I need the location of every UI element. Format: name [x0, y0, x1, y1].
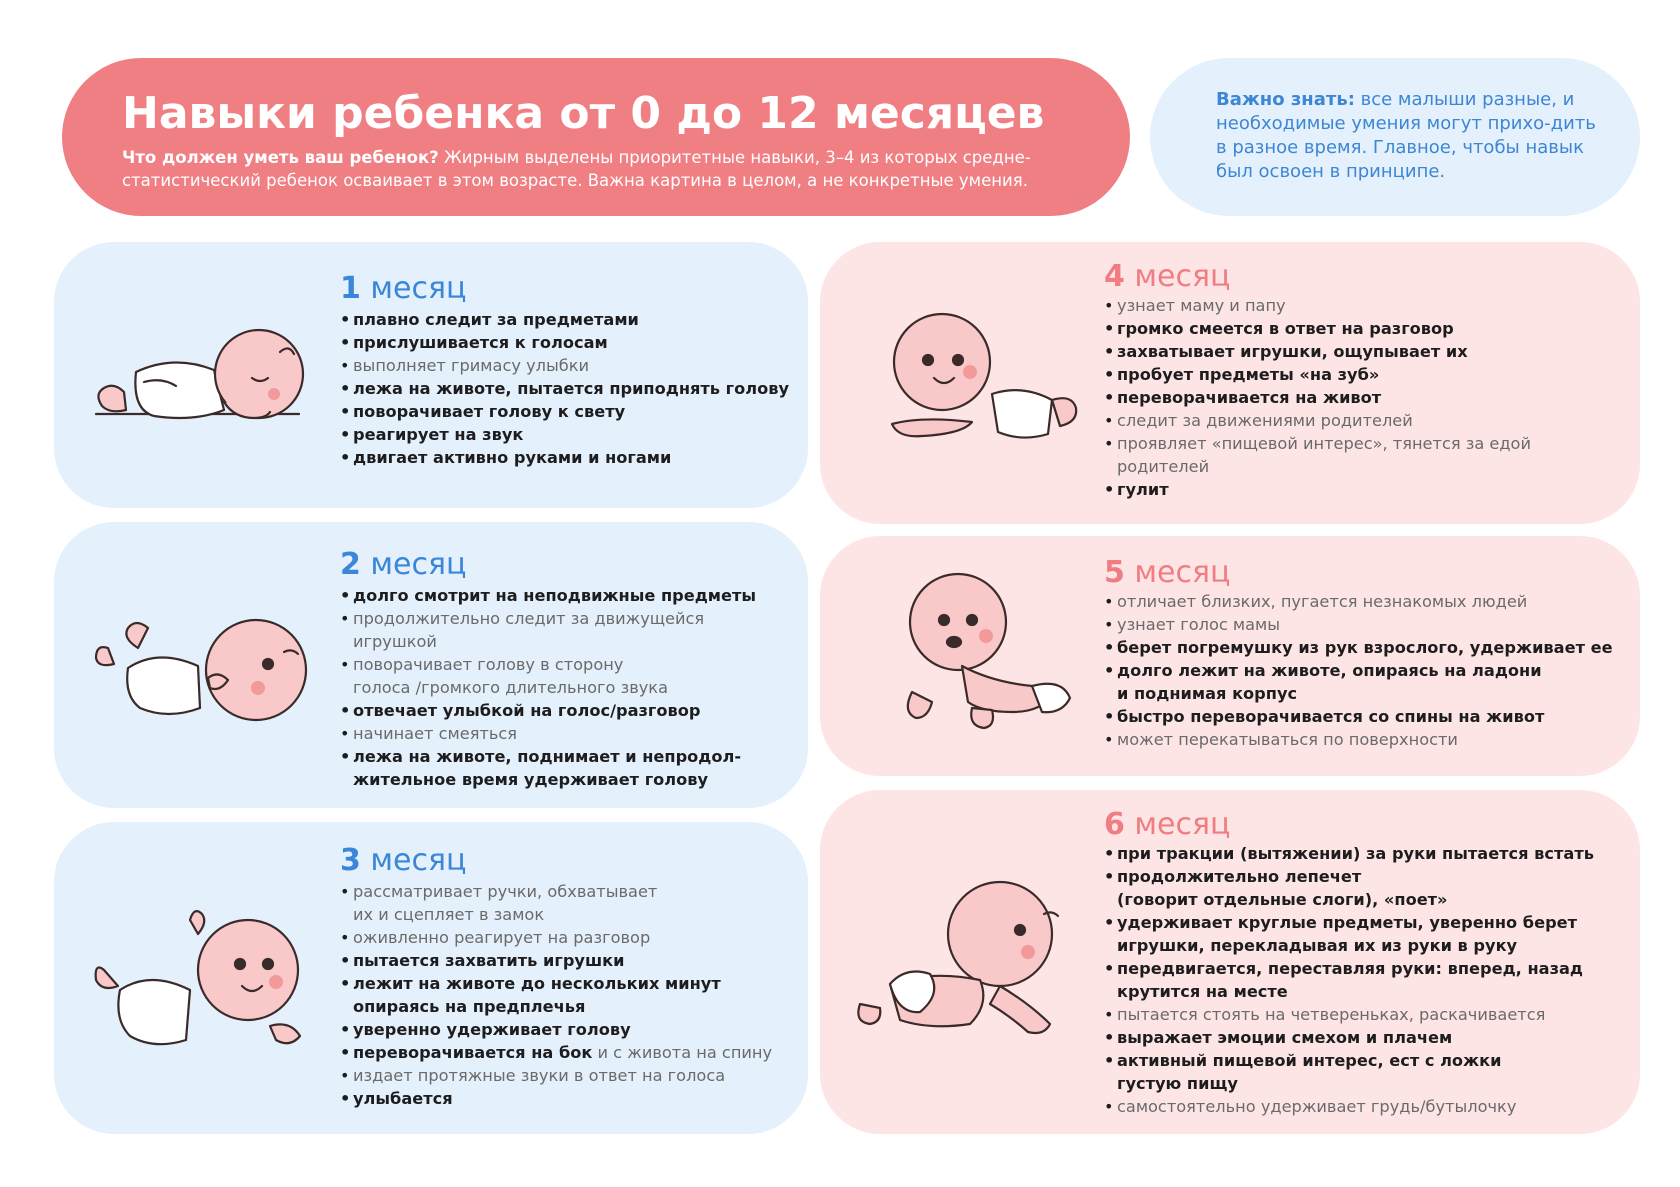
skill-text: поворачивает голову к свету	[353, 402, 626, 421]
note-text-block	[1216, 88, 1606, 184]
skill-text: узнает голос мамы	[1117, 615, 1281, 634]
skill-item	[340, 949, 772, 972]
month-card-4	[820, 242, 1640, 524]
skill-text: при тракции (вытяжении) за руки пытается встать	[1117, 844, 1594, 863]
page-title: Навыки ребенка от 0 до 12 месяцев	[122, 88, 1045, 139]
skill-item	[1104, 409, 1531, 432]
skill-text: громко смеется в ответ на разговор	[1117, 319, 1454, 338]
month-card-3	[54, 822, 808, 1134]
skill-item	[1104, 363, 1531, 386]
skill-item	[340, 699, 756, 722]
skill-text: быстро переворачивается со спины на живот	[1117, 707, 1545, 726]
skill-item	[340, 423, 789, 446]
skill-text: захватывает игрушки, ощупывает их	[1117, 342, 1468, 361]
baby-on-all-fours-illustration	[850, 874, 1080, 1054]
skill-text: удерживает круглые предметы, уверенно берет игрушки, перекладывая их из руки в руку	[1117, 913, 1578, 955]
skill-text: пытается захватить игрушки	[353, 951, 625, 970]
note-text: все малыши разные, и необходимые умения могут прихо-дить в разное время. Главное, чтобы навык был освоен в принципе.	[1216, 89, 1596, 182]
skills-list-5	[1104, 590, 1613, 751]
skill-item	[340, 1064, 772, 1087]
skills-list-3	[340, 880, 772, 1110]
subtitle-text: Жирным выделены приоритетные навыки, 3–4 из которых средне-статистический ребенок осваивает в этом возрасте. Важна картина в целом, а не конкретные умения.	[122, 148, 1031, 190]
skill-text: лежа на животе, поднимает и непродол- жительное время удерживает голову	[353, 747, 742, 789]
skill-item	[1104, 1049, 1594, 1095]
subtitle-bold: Что должен уметь ваш ребенок?	[122, 148, 439, 167]
skill-text: лежит на животе до нескольких минут опираясь на предплечья	[353, 974, 721, 1016]
skill-text: долго смотрит на неподвижные предметы	[353, 586, 757, 605]
skill-item	[1104, 659, 1613, 705]
skill-item	[340, 331, 789, 354]
skill-item	[1104, 842, 1594, 865]
skill-text: плавно следит за предметами	[353, 310, 639, 329]
skill-item	[340, 354, 789, 377]
skill-text: начинает смеяться	[353, 724, 518, 743]
skill-text: продолжительно следит за движущейся игрушкой	[353, 609, 705, 651]
skill-text: переворачивается на живот	[1117, 388, 1382, 407]
skill-item	[1104, 957, 1594, 1003]
skill-item	[1104, 432, 1531, 478]
skill-text-tail: и с живота на спину	[592, 1043, 773, 1062]
month-title-2: 2 месяц	[340, 547, 467, 582]
skill-item	[340, 308, 789, 331]
skill-text: оживленно реагирует на разговор	[353, 928, 651, 947]
skills-list-6	[1104, 842, 1594, 1118]
skill-text: проявляет «пищевой интерес», тянется за едой родителей	[1117, 434, 1531, 476]
skills-list-1	[340, 308, 789, 469]
month-title-5: 5 месяц	[1104, 555, 1231, 590]
skill-text: следит за движениями родителей	[1117, 411, 1413, 430]
skill-item	[1104, 340, 1531, 363]
skill-item	[1104, 911, 1594, 957]
baby-crawling-illustration	[892, 562, 1092, 752]
month-card-1	[54, 242, 808, 508]
skill-item	[1104, 865, 1594, 911]
skill-text: берет погремушку из рук взрослого, удерживает ее	[1117, 638, 1613, 657]
skill-text: узнает маму и папу	[1117, 296, 1286, 315]
skill-text: пытается стоять на четвереньках, раскачивается	[1117, 1005, 1546, 1024]
month-title-6: 6 месяц	[1104, 807, 1231, 842]
skill-text: реагирует на звук	[353, 425, 524, 444]
skill-item	[340, 584, 756, 607]
skill-text: отвечает улыбкой на голос/разговор	[353, 701, 701, 720]
skill-item	[340, 446, 789, 469]
month-card-5	[820, 536, 1640, 776]
skill-text: улыбается	[353, 1089, 453, 1108]
skill-item	[1104, 317, 1531, 340]
skill-text: продолжительно лепечет (говорит отдельные слоги), «поет»	[1117, 867, 1448, 909]
skill-item	[1104, 294, 1531, 317]
skill-text: издает протяжные звуки в ответ на голоса	[353, 1066, 726, 1085]
month-card-6	[820, 790, 1640, 1134]
skill-text: передвигается, переставляя руки: вперед, назад крутится на месте	[1117, 959, 1583, 1001]
note-bold: Важно знать:	[1216, 89, 1355, 110]
skill-item	[1104, 478, 1531, 501]
skill-text: переворачивается на бок	[353, 1043, 593, 1062]
skill-item	[340, 1041, 772, 1064]
important-note	[1150, 58, 1640, 216]
skill-item	[340, 972, 772, 1018]
skill-text: выполняет гримасу улыбки	[353, 356, 590, 375]
skill-text: двигает активно руками и ногами	[353, 448, 672, 467]
skill-text: прислушивается к голосам	[353, 333, 608, 352]
skill-item	[1104, 386, 1531, 409]
baby-playing-illustration	[90, 900, 320, 1060]
month-title-3: 3 месяц	[340, 843, 467, 878]
skill-text: лежа на животе, пытается приподнять голову	[353, 379, 789, 398]
skill-item	[340, 400, 789, 423]
skill-text: может перекатываться по поверхности	[1117, 730, 1458, 749]
skill-item	[340, 653, 756, 699]
month-title-1: 1 месяц	[340, 271, 467, 306]
skill-item	[340, 722, 756, 745]
skill-text: выражает эмоции смехом и плачем	[1117, 1028, 1453, 1047]
baby-on-tummy-illustration	[882, 304, 1082, 454]
skill-item	[340, 745, 756, 791]
skill-item	[1104, 1026, 1594, 1049]
skill-item	[340, 1018, 772, 1041]
skill-item	[1104, 1003, 1594, 1026]
skill-text: уверенно удерживает голову	[353, 1020, 631, 1039]
skill-text: самостоятельно удерживает грудь/бутылочку	[1117, 1097, 1517, 1116]
month-title-4: 4 месяц	[1104, 259, 1231, 294]
page-subtitle	[122, 146, 1112, 192]
skill-text: рассматривает ручки, обхватывает их и сцепляет в замок	[353, 882, 658, 924]
skill-text: пробует предметы «на зуб»	[1117, 365, 1380, 384]
skill-item	[340, 607, 756, 653]
skill-item	[340, 880, 772, 926]
skill-text: активный пищевой интерес, ест с ложки густую пищу	[1117, 1051, 1502, 1093]
skills-list-4	[1104, 294, 1531, 501]
skill-item	[340, 377, 789, 400]
skill-item	[1104, 728, 1613, 751]
baby-on-back-illustration	[88, 608, 318, 738]
skill-item	[1104, 705, 1613, 728]
month-card-2	[54, 522, 808, 808]
skills-list-2	[340, 584, 756, 791]
skill-item	[1104, 590, 1613, 613]
skill-text: отличает близких, пугается незнакомых людей	[1117, 592, 1528, 611]
skill-text: поворачивает голову в сторону голоса /громкого длительного звука	[353, 655, 669, 697]
skill-item	[340, 1087, 772, 1110]
baby-lying-asleep-illustration	[84, 322, 314, 452]
skill-text: гулит	[1117, 480, 1169, 499]
header-banner	[62, 58, 1130, 216]
skill-item	[340, 926, 772, 949]
skill-text: долго лежит на животе, опираясь на ладони и поднимая корпус	[1117, 661, 1542, 703]
skill-item	[1104, 613, 1613, 636]
skill-item	[1104, 636, 1613, 659]
skill-item	[1104, 1095, 1594, 1118]
